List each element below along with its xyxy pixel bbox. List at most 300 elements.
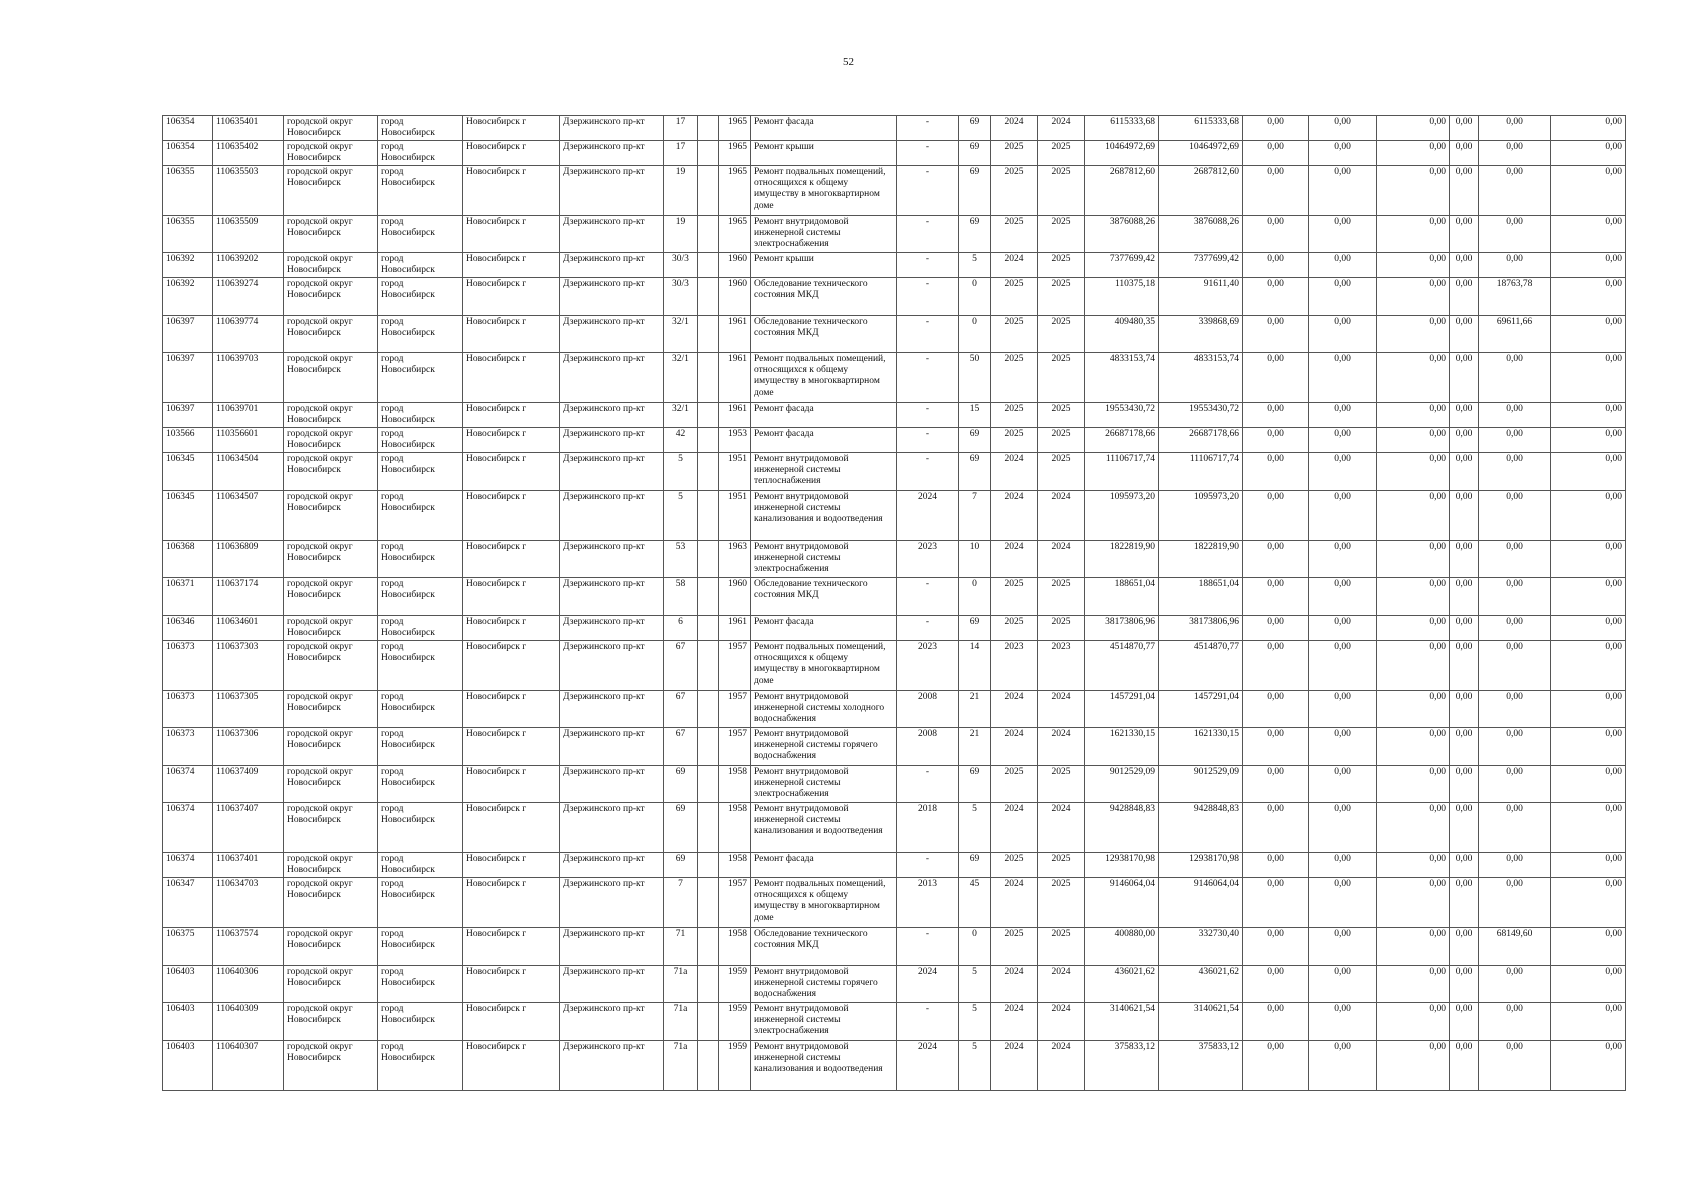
cell-cost-fund: 12938170,98 <box>1159 853 1243 878</box>
cell-total-cost: 3876088,26 <box>1085 216 1159 253</box>
table-row <box>163 403 1626 428</box>
cell-work-id: 110639274 <box>213 278 284 316</box>
cell-wear-percent: 69 <box>959 216 991 253</box>
cell-building-letter <box>698 278 719 316</box>
cell-cost-owners: 0,00 <box>1479 428 1551 453</box>
cell-cost-local: 0,00 <box>1377 491 1450 541</box>
cell-last-repair-year: - <box>897 316 959 353</box>
cell-cost-regional: 0,00 <box>1309 803 1377 853</box>
cell-work-type: Ремонт подвальных помещений, относящихся к общему имуществу в многоквартирном доме <box>751 166 897 216</box>
cell-house-id: 106347 <box>163 878 213 928</box>
cell-work-id: 110637305 <box>213 691 284 728</box>
cell-street: Дзержинского пр-кт <box>560 453 664 491</box>
cell-cost-other: 0,00 <box>1450 578 1479 616</box>
cell-street: Дзержинского пр-кт <box>560 216 664 253</box>
cell-house-number: 69 <box>664 803 698 853</box>
cell-building-letter <box>698 316 719 353</box>
cell-cost-local: 0,00 <box>1377 641 1450 691</box>
cell-cost-reserve: 0,00 <box>1551 353 1626 403</box>
cell-municipal-district: городской округ Новосибирск <box>284 353 378 403</box>
cell-total-cost: 9146064,04 <box>1085 878 1159 928</box>
cell-work-type: Ремонт фасада <box>751 853 897 878</box>
cell-build-year: 1965 <box>719 141 751 166</box>
cell-municipal-district: городской округ Новосибирск <box>284 853 378 878</box>
cell-plan-start-year: 2024 <box>991 966 1038 1003</box>
cell-work-id: 110634601 <box>213 616 284 641</box>
cell-municipal-district: городской округ Новосибирск <box>284 541 378 578</box>
cell-house-number: 67 <box>664 691 698 728</box>
table-row <box>163 691 1626 728</box>
cell-cost-other: 0,00 <box>1450 928 1479 966</box>
cell-settlement: город Новосибирск <box>378 428 463 453</box>
cell-plan-start-year: 2025 <box>991 578 1038 616</box>
cell-municipal-district: городской округ Новосибирск <box>284 966 378 1003</box>
cell-work-type: Ремонт подвальных помещений, относящихся к общему имуществу в многоквартирном доме <box>751 641 897 691</box>
cell-house-number: 30/3 <box>664 278 698 316</box>
cell-cost-federal: 0,00 <box>1243 1041 1309 1091</box>
cell-work-type: Ремонт внутридомовой инженерной системы горячего водоснабжения <box>751 728 897 766</box>
cell-build-year: 1961 <box>719 316 751 353</box>
cell-cost-reserve: 0,00 <box>1551 803 1626 853</box>
cell-cost-regional: 0,00 <box>1309 166 1377 216</box>
cell-cost-other: 0,00 <box>1450 428 1479 453</box>
cell-total-cost: 12938170,98 <box>1085 853 1159 878</box>
cell-build-year: 1958 <box>719 853 751 878</box>
cell-cost-local: 0,00 <box>1377 141 1450 166</box>
cell-wear-percent: 69 <box>959 166 991 216</box>
cell-plan-end-year: 2024 <box>1038 541 1085 578</box>
cell-cost-federal: 0,00 <box>1243 428 1309 453</box>
cell-plan-start-year: 2024 <box>991 541 1038 578</box>
table-row <box>163 966 1626 1003</box>
cell-building-letter <box>698 616 719 641</box>
cell-cost-local: 0,00 <box>1377 253 1450 278</box>
cell-plan-end-year: 2025 <box>1038 878 1085 928</box>
cell-cost-reserve: 0,00 <box>1551 428 1626 453</box>
cell-total-cost: 9012529,09 <box>1085 766 1159 803</box>
cell-cost-owners: 0,00 <box>1479 766 1551 803</box>
cell-plan-start-year: 2024 <box>991 728 1038 766</box>
cell-street: Дзержинского пр-кт <box>560 878 664 928</box>
cell-build-year: 1958 <box>719 766 751 803</box>
cell-plan-start-year: 2024 <box>991 116 1038 141</box>
cell-cost-local: 0,00 <box>1377 1041 1450 1091</box>
page-number: 52 <box>843 56 854 68</box>
cell-plan-start-year: 2024 <box>991 878 1038 928</box>
cell-cost-local: 0,00 <box>1377 453 1450 491</box>
cell-build-year: 1961 <box>719 403 751 428</box>
cell-cost-regional: 0,00 <box>1309 878 1377 928</box>
cell-cost-local: 0,00 <box>1377 216 1450 253</box>
cell-cost-federal: 0,00 <box>1243 766 1309 803</box>
cell-house-id: 106345 <box>163 491 213 541</box>
cell-cost-federal: 0,00 <box>1243 578 1309 616</box>
cell-build-year: 1963 <box>719 541 751 578</box>
cell-wear-percent: 0 <box>959 578 991 616</box>
cell-cost-local: 0,00 <box>1377 853 1450 878</box>
cell-plan-end-year: 2025 <box>1038 766 1085 803</box>
cell-cost-regional: 0,00 <box>1309 216 1377 253</box>
cell-total-cost: 400880,00 <box>1085 928 1159 966</box>
cell-work-id: 110639703 <box>213 353 284 403</box>
cell-last-repair-year: - <box>897 353 959 403</box>
cell-work-type: Ремонт внутридомовой инженерной системы холодного водоснабжения <box>751 691 897 728</box>
cell-street: Дзержинского пр-кт <box>560 541 664 578</box>
cell-total-cost: 375833,12 <box>1085 1041 1159 1091</box>
cell-wear-percent: 5 <box>959 1003 991 1041</box>
cell-cost-local: 0,00 <box>1377 116 1450 141</box>
cell-street: Дзержинского пр-кт <box>560 966 664 1003</box>
cell-house-id: 106368 <box>163 541 213 578</box>
cell-cost-fund: 3876088,26 <box>1159 216 1243 253</box>
cell-cost-federal: 0,00 <box>1243 878 1309 928</box>
cell-build-year: 1959 <box>719 1003 751 1041</box>
cell-cost-other: 0,00 <box>1450 1041 1479 1091</box>
cell-cost-owners: 0,00 <box>1479 691 1551 728</box>
cell-last-repair-year: - <box>897 928 959 966</box>
cell-total-cost: 188651,04 <box>1085 578 1159 616</box>
cell-building-letter <box>698 253 719 278</box>
table-row <box>163 216 1626 253</box>
cell-cost-reserve: 0,00 <box>1551 491 1626 541</box>
cell-cost-reserve: 0,00 <box>1551 216 1626 253</box>
cell-city: Новосибирск г <box>463 803 560 853</box>
cell-plan-start-year: 2025 <box>991 766 1038 803</box>
cell-cost-federal: 0,00 <box>1243 928 1309 966</box>
cell-work-id: 110635509 <box>213 216 284 253</box>
table-row <box>163 428 1626 453</box>
cell-cost-local: 0,00 <box>1377 691 1450 728</box>
cell-build-year: 1957 <box>719 691 751 728</box>
cell-cost-owners: 0,00 <box>1479 166 1551 216</box>
cell-plan-start-year: 2024 <box>991 491 1038 541</box>
cell-build-year: 1961 <box>719 616 751 641</box>
cell-cost-fund: 332730,40 <box>1159 928 1243 966</box>
cell-municipal-district: городской округ Новосибирск <box>284 803 378 853</box>
cell-cost-local: 0,00 <box>1377 728 1450 766</box>
cell-plan-start-year: 2024 <box>991 1041 1038 1091</box>
cell-city: Новосибирск г <box>463 116 560 141</box>
cell-building-letter <box>698 453 719 491</box>
cell-cost-other: 0,00 <box>1450 616 1479 641</box>
cell-plan-end-year: 2025 <box>1038 141 1085 166</box>
cell-cost-federal: 0,00 <box>1243 316 1309 353</box>
cell-settlement: город Новосибирск <box>378 491 463 541</box>
cell-wear-percent: 50 <box>959 353 991 403</box>
cell-cost-federal: 0,00 <box>1243 1003 1309 1041</box>
cell-street: Дзержинского пр-кт <box>560 928 664 966</box>
cell-wear-percent: 14 <box>959 641 991 691</box>
cell-total-cost: 10464972,69 <box>1085 141 1159 166</box>
cell-cost-owners: 0,00 <box>1479 141 1551 166</box>
cell-total-cost: 7377699,42 <box>1085 253 1159 278</box>
cell-plan-end-year: 2024 <box>1038 1041 1085 1091</box>
cell-street: Дзержинского пр-кт <box>560 641 664 691</box>
cell-work-id: 110634507 <box>213 491 284 541</box>
cell-total-cost: 26687178,66 <box>1085 428 1159 453</box>
cell-house-id: 106355 <box>163 166 213 216</box>
cell-cost-owners: 18763,78 <box>1479 278 1551 316</box>
cell-plan-start-year: 2024 <box>991 453 1038 491</box>
cell-wear-percent: 10 <box>959 541 991 578</box>
cell-cost-reserve: 0,00 <box>1551 141 1626 166</box>
cell-cost-other: 0,00 <box>1450 453 1479 491</box>
cell-settlement: город Новосибирск <box>378 116 463 141</box>
cell-municipal-district: городской округ Новосибирск <box>284 166 378 216</box>
table-row <box>163 541 1626 578</box>
table-row <box>163 353 1626 403</box>
cell-municipal-district: городской округ Новосибирск <box>284 278 378 316</box>
cell-cost-owners: 0,00 <box>1479 353 1551 403</box>
cell-cost-fund: 4514870,77 <box>1159 641 1243 691</box>
cell-house-id: 106403 <box>163 966 213 1003</box>
cell-work-type: Ремонт фасада <box>751 428 897 453</box>
cell-house-id: 106345 <box>163 453 213 491</box>
cell-building-letter <box>698 491 719 541</box>
cell-plan-end-year: 2025 <box>1038 316 1085 353</box>
cell-house-id: 106355 <box>163 216 213 253</box>
cell-settlement: город Новосибирск <box>378 766 463 803</box>
cell-house-id: 106373 <box>163 691 213 728</box>
cell-city: Новосибирск г <box>463 403 560 428</box>
cell-building-letter <box>698 878 719 928</box>
cell-cost-local: 0,00 <box>1377 578 1450 616</box>
cell-cost-regional: 0,00 <box>1309 141 1377 166</box>
cell-wear-percent: 0 <box>959 928 991 966</box>
cell-street: Дзержинского пр-кт <box>560 253 664 278</box>
cell-cost-fund: 6115333,68 <box>1159 116 1243 141</box>
cell-total-cost: 110375,18 <box>1085 278 1159 316</box>
cell-cost-federal: 0,00 <box>1243 616 1309 641</box>
cell-municipal-district: городской округ Новосибирск <box>284 116 378 141</box>
cell-build-year: 1960 <box>719 278 751 316</box>
cell-plan-start-year: 2024 <box>991 803 1038 853</box>
cell-cost-federal: 0,00 <box>1243 116 1309 141</box>
cell-cost-fund: 38173806,96 <box>1159 616 1243 641</box>
cell-last-repair-year: - <box>897 116 959 141</box>
cell-cost-fund: 9428848,83 <box>1159 803 1243 853</box>
cell-cost-owners: 0,00 <box>1479 878 1551 928</box>
cell-municipal-district: городской округ Новосибирск <box>284 453 378 491</box>
cell-cost-fund: 26687178,66 <box>1159 428 1243 453</box>
cell-work-type: Ремонт внутридомовой инженерной системы электроснабжения <box>751 1003 897 1041</box>
cell-cost-owners: 0,00 <box>1479 966 1551 1003</box>
table-row <box>163 766 1626 803</box>
cell-cost-owners: 0,00 <box>1479 1041 1551 1091</box>
cell-work-type: Ремонт внутридомовой инженерной системы электроснабжения <box>751 766 897 803</box>
cell-cost-other: 0,00 <box>1450 253 1479 278</box>
cell-last-repair-year: 2024 <box>897 966 959 1003</box>
cell-work-type: Ремонт внутридомовой инженерной системы канализования и водоотведения <box>751 803 897 853</box>
cell-cost-other: 0,00 <box>1450 353 1479 403</box>
cell-city: Новосибирск г <box>463 641 560 691</box>
cell-cost-local: 0,00 <box>1377 353 1450 403</box>
cell-work-type: Ремонт крыши <box>751 141 897 166</box>
cell-settlement: город Новосибирск <box>378 641 463 691</box>
cell-build-year: 1951 <box>719 491 751 541</box>
cell-city: Новосибирск г <box>463 691 560 728</box>
cell-cost-regional: 0,00 <box>1309 853 1377 878</box>
cell-build-year: 1959 <box>719 966 751 1003</box>
cell-build-year: 1958 <box>719 928 751 966</box>
cell-last-repair-year: 2008 <box>897 691 959 728</box>
cell-work-id: 110634504 <box>213 453 284 491</box>
cell-cost-regional: 0,00 <box>1309 541 1377 578</box>
cell-street: Дзержинского пр-кт <box>560 278 664 316</box>
cell-house-number: 19 <box>664 216 698 253</box>
cell-build-year: 1957 <box>719 878 751 928</box>
cell-city: Новосибирск г <box>463 278 560 316</box>
cell-plan-start-year: 2025 <box>991 141 1038 166</box>
cell-plan-start-year: 2025 <box>991 428 1038 453</box>
cell-building-letter <box>698 766 719 803</box>
cell-wear-percent: 7 <box>959 491 991 541</box>
cell-plan-end-year: 2024 <box>1038 728 1085 766</box>
cell-cost-fund: 9012529,09 <box>1159 766 1243 803</box>
cell-city: Новосибирск г <box>463 428 560 453</box>
cell-last-repair-year: 2023 <box>897 541 959 578</box>
cell-plan-end-year: 2024 <box>1038 116 1085 141</box>
cell-municipal-district: городской округ Новосибирск <box>284 316 378 353</box>
cell-building-letter <box>698 928 719 966</box>
cell-city: Новосибирск г <box>463 1041 560 1091</box>
cell-cost-other: 0,00 <box>1450 316 1479 353</box>
cell-cost-reserve: 0,00 <box>1551 316 1626 353</box>
cell-house-id: 106354 <box>163 116 213 141</box>
cell-cost-fund: 4833153,74 <box>1159 353 1243 403</box>
cell-total-cost: 1621330,15 <box>1085 728 1159 766</box>
cell-last-repair-year: 2024 <box>897 491 959 541</box>
cell-cost-fund: 188651,04 <box>1159 578 1243 616</box>
cell-work-type: Ремонт фасада <box>751 403 897 428</box>
cell-work-type: Ремонт подвальных помещений, относящихся к общему имуществу в многоквартирном доме <box>751 353 897 403</box>
cell-street: Дзержинского пр-кт <box>560 853 664 878</box>
cell-building-letter <box>698 728 719 766</box>
cell-settlement: город Новосибирск <box>378 453 463 491</box>
cell-cost-owners: 0,00 <box>1479 803 1551 853</box>
cell-wear-percent: 45 <box>959 878 991 928</box>
cell-wear-percent: 69 <box>959 428 991 453</box>
cell-house-number: 7 <box>664 878 698 928</box>
cell-cost-other: 0,00 <box>1450 966 1479 1003</box>
cell-house-id: 106371 <box>163 578 213 616</box>
cell-wear-percent: 69 <box>959 116 991 141</box>
cell-building-letter <box>698 166 719 216</box>
cell-city: Новосибирск г <box>463 616 560 641</box>
cell-work-id: 110637409 <box>213 766 284 803</box>
cell-street: Дзержинского пр-кт <box>560 491 664 541</box>
cell-house-id: 106403 <box>163 1003 213 1041</box>
cell-city: Новосибирск г <box>463 491 560 541</box>
cell-cost-fund: 7377699,42 <box>1159 253 1243 278</box>
cell-house-id: 103566 <box>163 428 213 453</box>
cell-wear-percent: 21 <box>959 691 991 728</box>
cell-house-number: 69 <box>664 853 698 878</box>
cell-plan-end-year: 2025 <box>1038 253 1085 278</box>
cell-street: Дзержинского пр-кт <box>560 141 664 166</box>
cell-cost-fund: 91611,40 <box>1159 278 1243 316</box>
works-table <box>162 115 1626 1091</box>
cell-city: Новосибирск г <box>463 728 560 766</box>
cell-cost-owners: 0,00 <box>1479 1003 1551 1041</box>
cell-work-id: 110640306 <box>213 966 284 1003</box>
cell-last-repair-year: 2013 <box>897 878 959 928</box>
cell-plan-end-year: 2025 <box>1038 278 1085 316</box>
cell-house-number: 71а <box>664 1041 698 1091</box>
cell-cost-regional: 0,00 <box>1309 253 1377 278</box>
cell-wear-percent: 5 <box>959 253 991 278</box>
cell-cost-local: 0,00 <box>1377 403 1450 428</box>
cell-last-repair-year: 2023 <box>897 641 959 691</box>
cell-build-year: 1951 <box>719 453 751 491</box>
cell-house-number: 32/1 <box>664 316 698 353</box>
cell-last-repair-year: - <box>897 403 959 428</box>
cell-cost-other: 0,00 <box>1450 141 1479 166</box>
cell-cost-regional: 0,00 <box>1309 428 1377 453</box>
cell-total-cost: 4514870,77 <box>1085 641 1159 691</box>
cell-cost-regional: 0,00 <box>1309 453 1377 491</box>
cell-cost-other: 0,00 <box>1450 541 1479 578</box>
cell-plan-end-year: 2025 <box>1038 453 1085 491</box>
cell-house-number: 17 <box>664 141 698 166</box>
cell-street: Дзержинского пр-кт <box>560 116 664 141</box>
cell-cost-fund: 1621330,15 <box>1159 728 1243 766</box>
cell-cost-owners: 0,00 <box>1479 616 1551 641</box>
cell-total-cost: 38173806,96 <box>1085 616 1159 641</box>
cell-cost-fund: 339868,69 <box>1159 316 1243 353</box>
cell-cost-reserve: 0,00 <box>1551 728 1626 766</box>
cell-house-id: 106346 <box>163 616 213 641</box>
cell-total-cost: 1457291,04 <box>1085 691 1159 728</box>
table-row <box>163 878 1626 928</box>
cell-work-type: Ремонт фасада <box>751 116 897 141</box>
cell-house-id: 106403 <box>163 1041 213 1091</box>
cell-municipal-district: городской округ Новосибирск <box>284 766 378 803</box>
cell-cost-regional: 0,00 <box>1309 728 1377 766</box>
cell-settlement: город Новосибирск <box>378 1041 463 1091</box>
cell-cost-fund: 9146064,04 <box>1159 878 1243 928</box>
cell-cost-regional: 0,00 <box>1309 766 1377 803</box>
cell-work-id: 110639701 <box>213 403 284 428</box>
cell-total-cost: 19553430,72 <box>1085 403 1159 428</box>
cell-city: Новосибирск г <box>463 578 560 616</box>
cell-work-type: Ремонт внутридомовой инженерной системы электроснабжения <box>751 216 897 253</box>
cell-settlement: город Новосибирск <box>378 253 463 278</box>
cell-cost-regional: 0,00 <box>1309 691 1377 728</box>
cell-cost-local: 0,00 <box>1377 1003 1450 1041</box>
cell-house-id: 106374 <box>163 853 213 878</box>
cell-plan-end-year: 2024 <box>1038 1003 1085 1041</box>
cell-cost-other: 0,00 <box>1450 803 1479 853</box>
cell-cost-reserve: 0,00 <box>1551 641 1626 691</box>
cell-cost-owners: 0,00 <box>1479 403 1551 428</box>
cell-cost-reserve: 0,00 <box>1551 116 1626 141</box>
cell-settlement: город Новосибирск <box>378 278 463 316</box>
cell-wear-percent: 5 <box>959 1041 991 1091</box>
cell-municipal-district: городской округ Новосибирск <box>284 1003 378 1041</box>
cell-city: Новосибирск г <box>463 1003 560 1041</box>
cell-cost-local: 0,00 <box>1377 928 1450 966</box>
cell-total-cost: 3140621,54 <box>1085 1003 1159 1041</box>
cell-plan-start-year: 2025 <box>991 316 1038 353</box>
cell-municipal-district: городской округ Новосибирск <box>284 428 378 453</box>
cell-street: Дзержинского пр-кт <box>560 353 664 403</box>
cell-total-cost: 1095973,20 <box>1085 491 1159 541</box>
cell-cost-regional: 0,00 <box>1309 1041 1377 1091</box>
cell-cost-other: 0,00 <box>1450 216 1479 253</box>
cell-cost-federal: 0,00 <box>1243 491 1309 541</box>
cell-house-number: 32/1 <box>664 353 698 403</box>
